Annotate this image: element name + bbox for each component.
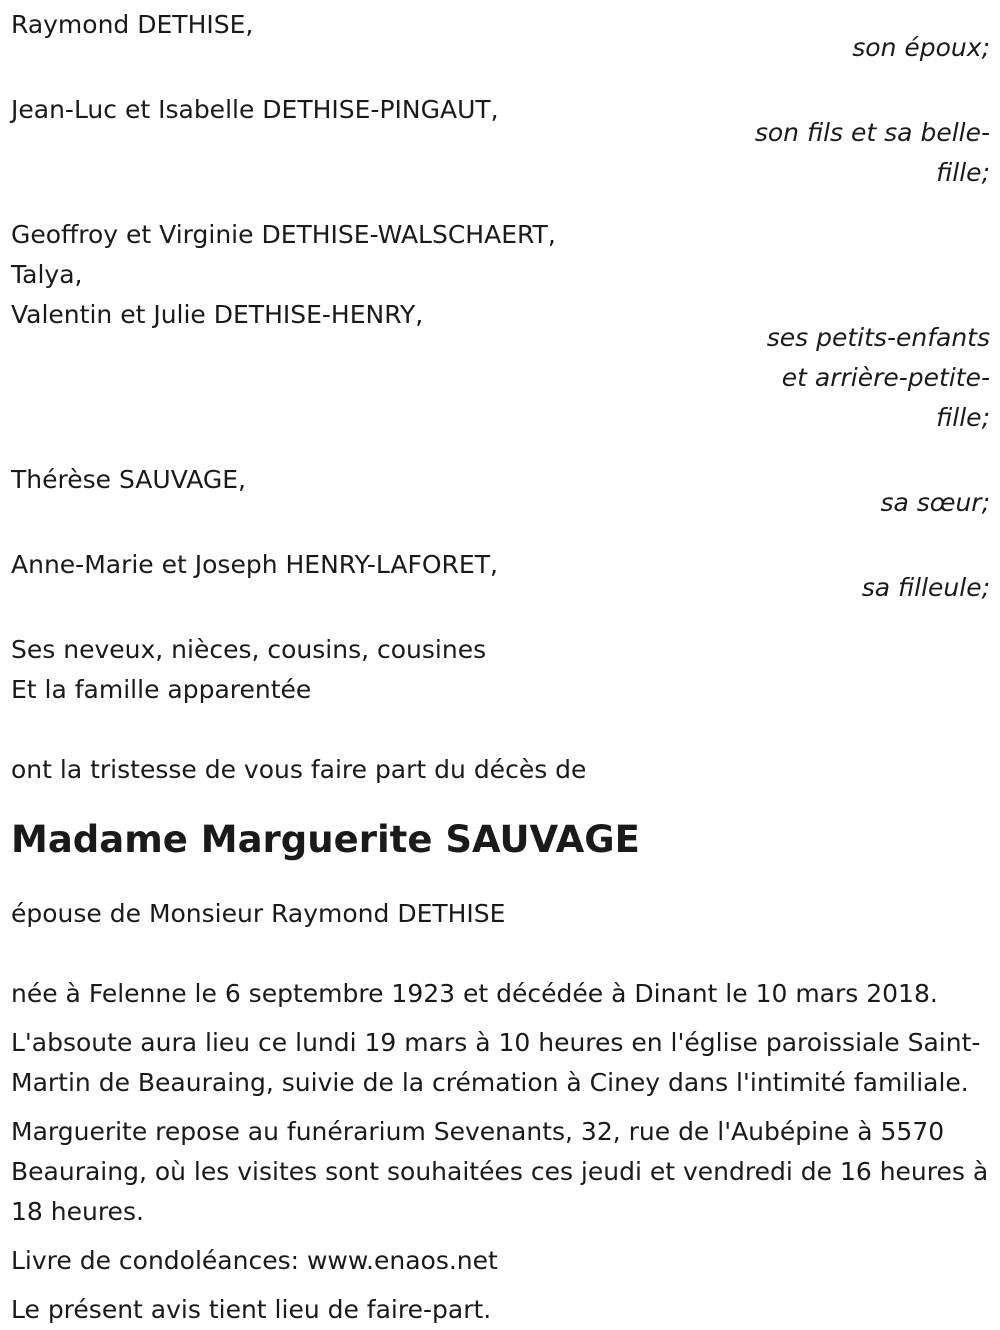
family-name: Raymond DETHISE, — [11, 10, 254, 39]
family-name: Geoffroy et Virginie DETHISE-WALSCHAERT, — [11, 220, 556, 249]
family-group-goddaughter — [11, 545, 990, 608]
condolences-paragraph: Livre de condoléances: www.enaos.net — [11, 1246, 498, 1275]
family-group-sister — [11, 460, 990, 523]
relation-label: ses petits-enfants et arrière-petite- fille; — [766, 323, 990, 432]
birth-death-paragraph: née à Felenne le 6 septembre 1923 et décédée à Dinant le 10 mars 2018. — [11, 979, 938, 1008]
relation-label: sa sœur; — [880, 488, 990, 517]
extended-family-line: Et la famille apparentée — [11, 675, 312, 704]
notice-paragraph: Le présent avis tient lieu de faire-part. — [11, 1295, 492, 1324]
family-group-spouse — [11, 5, 990, 68]
deceased-name: Madame Marguerite SAUVAGE — [11, 818, 640, 861]
announcement-text: ont la tristesse de vous faire part du décès de — [11, 755, 587, 784]
visitation-paragraph: Marguerite repose au funérarium Sevenants, 32, rue de l'Aubépine à 5570 Beauraing, où les visites sont souhaitées ces jeudi et vendredi de 16 heures à 18 heures. — [11, 1117, 989, 1226]
relation-label: sa filleule; — [861, 573, 990, 602]
extended-family-line: Ses neveux, nièces, cousins, cousines — [11, 635, 487, 664]
relation-label: son fils et sa belle- fille; — [754, 118, 990, 187]
relation-label: son époux; — [852, 33, 990, 62]
family-group-grandchildren — [11, 215, 990, 438]
family-name: Thérèse SAUVAGE, — [11, 465, 246, 494]
family-name: Jean-Luc et Isabelle DETHISE-PINGAUT, — [11, 95, 499, 124]
family-name: Anne-Marie et Joseph HENRY-LAFORET, — [11, 550, 498, 579]
extended-family — [11, 630, 990, 710]
family-name: Valentin et Julie DETHISE-HENRY, — [11, 300, 424, 329]
spouse-line: épouse de Monsieur Raymond DETHISE — [11, 899, 506, 928]
ceremony-paragraph: L'absoute aura lieu ce lundi 19 mars à 10 heures en l'église paroissiale Saint-Martin de Beauraing, suivie de la crémation à Ciney dans l'intimité familiale. — [11, 1028, 981, 1097]
family-group-son — [11, 90, 990, 193]
family-name: Talya, — [11, 260, 83, 289]
